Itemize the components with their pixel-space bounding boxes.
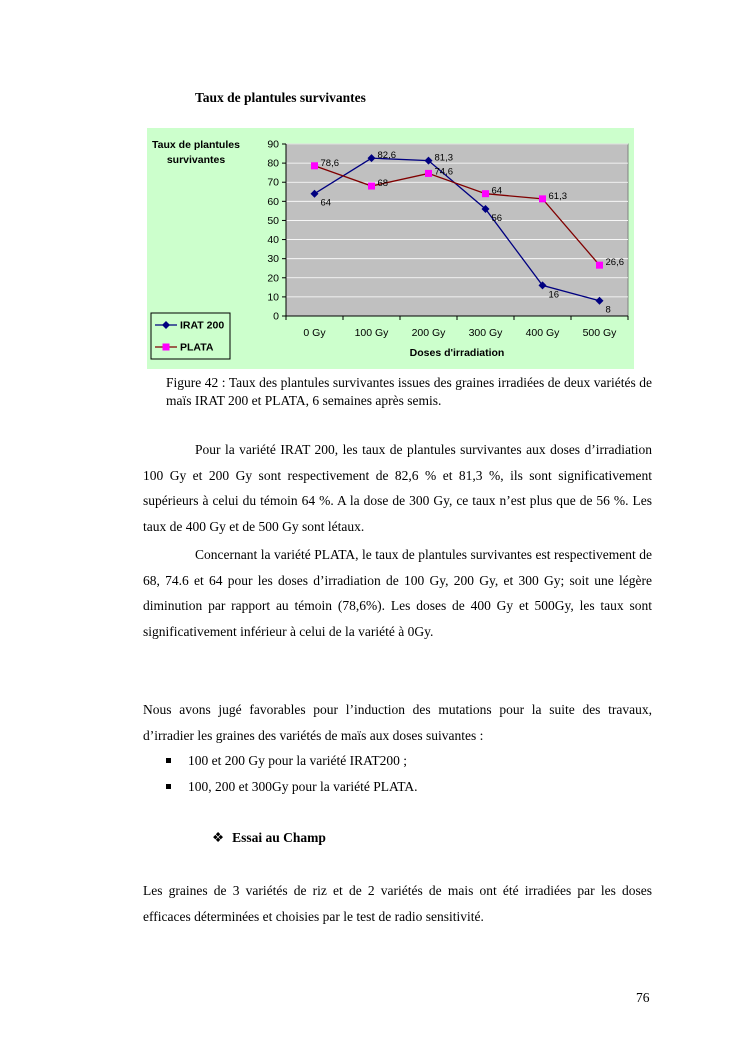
y-tick-label: 20 — [267, 272, 279, 285]
data-point — [425, 170, 432, 177]
y-tick-label: 0 — [273, 310, 279, 323]
legend-label: PLATA — [180, 341, 214, 354]
section-subheading: ❖ Essai au Champ — [212, 830, 326, 845]
y-tick-label: 30 — [267, 253, 279, 266]
paragraph-irat: Pour la variété IRAT 200, les taux de plantules survivantes aux doses d’irradiation 100 Gy et 200 Gy sont respectivement de 82,6 % et 81,3 %, ils sont significativement supérieurs à celui du témoin 64 %. A la dose de 300 Gy, ce taux n’est plus que de 56 %. Les taux de 400 Gy et de 500 Gy sont létaux. — [143, 442, 652, 534]
chart-heading: Taux de plantules survivantes — [195, 90, 366, 105]
data-point — [311, 162, 318, 169]
square-bullet-icon — [166, 758, 171, 763]
diamond-bullet-icon: ❖ — [212, 830, 225, 845]
y-tick-label: 90 — [267, 138, 279, 151]
data-label: 16 — [548, 289, 560, 301]
x-tick-label: 0 Gy — [303, 327, 326, 339]
paragraph-plata: Concernant la variété PLATA, le taux de plantules survivantes est respectivement de 68, 74.6 et 64 pour les doses d’irradiation de 100 Gy, 200 Gy, et 300 Gy; soit une légère diminution par rapport au témoin (78,6%). Les doses de 400 Gy et 500Gy, les taux sont significativement inférieur à celui de la variété à 0Gy. — [143, 547, 652, 639]
y-tick-label: 40 — [267, 234, 279, 247]
x-tick-label: 400 Gy — [525, 327, 560, 339]
data-label: 56 — [491, 212, 503, 224]
data-label: 74,6 — [434, 166, 453, 178]
data-label: 64 — [320, 197, 332, 209]
legend-label: IRAT 200 — [180, 319, 225, 332]
paragraph-conclusion: Nous avons jugé favorables pour l’induction des mutations pour la suite des travaux, d’irradier les graines des variétés de maïs aux doses suivantes : — [143, 702, 652, 743]
data-label: 81,3 — [434, 152, 453, 164]
y-tick-label: 60 — [267, 195, 279, 208]
survival-chart — [147, 128, 634, 369]
data-label: 64 — [491, 185, 503, 197]
list-item: 100 et 200 Gy pour la variété IRAT200 ; — [160, 748, 650, 774]
data-point — [596, 262, 603, 269]
data-label: 26,6 — [605, 257, 624, 269]
data-point — [482, 190, 489, 197]
y-tick-label: 80 — [267, 157, 279, 170]
y-tick-label: 50 — [267, 214, 279, 227]
x-tick-label: 200 Gy — [411, 327, 446, 339]
legend-marker — [163, 344, 170, 351]
x-tick-label: 300 Gy — [468, 327, 503, 339]
dose-list — [160, 748, 650, 800]
chart-ylabel-line1: Taux de plantules — [152, 139, 240, 151]
chart-ylabel-line2: survivantes — [166, 154, 226, 166]
data-point — [368, 183, 375, 190]
y-tick-label: 10 — [267, 291, 279, 304]
data-label: 82,6 — [377, 150, 396, 162]
list-item: 100, 200 et 300Gy pour la variété PLATA. — [160, 774, 650, 800]
data-label: 61,3 — [548, 190, 567, 202]
paragraph-field-trial: Les graines de 3 variétés de riz et de 2 variétés de mais ont été irradiées par les doses efficaces déterminées et choisies par le test de radio sensitivité. — [143, 883, 652, 924]
square-bullet-icon — [166, 784, 171, 789]
chart-xlabel: Doses d'irradiation — [409, 347, 505, 359]
x-tick-label: 100 Gy — [354, 327, 389, 339]
data-label: 78,6 — [320, 157, 339, 169]
data-label: 68 — [377, 178, 389, 190]
x-tick-label: 500 Gy — [582, 327, 617, 339]
y-tick-label: 70 — [267, 176, 279, 189]
data-label: 8 — [605, 304, 611, 316]
page-number: 76 — [636, 990, 650, 1005]
data-point — [539, 195, 546, 202]
figure-caption: Figure 42 : Taux des plantules survivantes issues des graines irradiées de deux variétés de maïs IRAT 200 et PLATA, 6 semaines après semis. — [166, 375, 652, 408]
plot-area — [286, 144, 628, 316]
